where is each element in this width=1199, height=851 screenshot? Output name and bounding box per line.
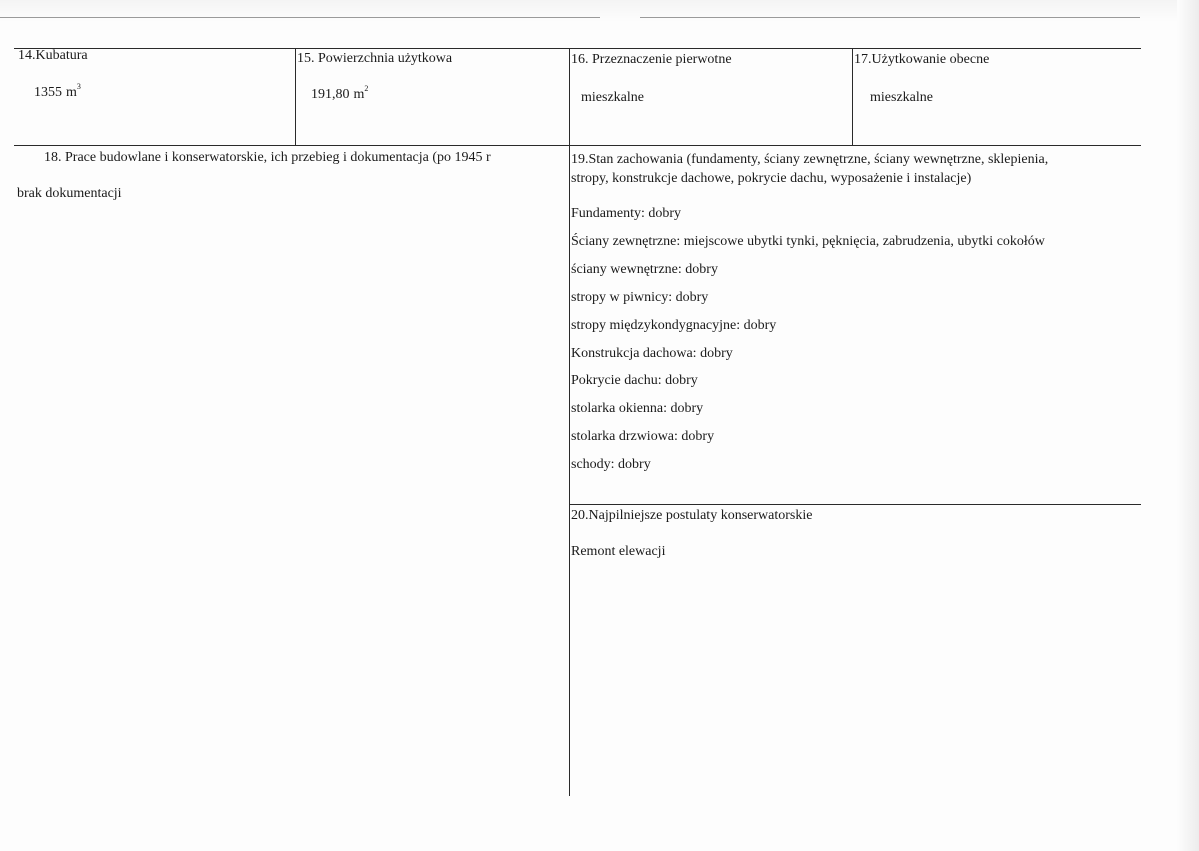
- scan-artifact-line: [0, 17, 600, 18]
- table-top-border: [14, 48, 1141, 49]
- stan-label-line1: 19.Stan zachowania (fundamenty, ściany zewnętrzne, ściany wewnętrzne, sklepienia,: [571, 152, 1049, 167]
- row-divider: [14, 145, 1141, 146]
- stan-label-line2: stropy, konstrukcje dachowe, pokrycie dachu, wyposażenie i instalacje): [571, 171, 972, 186]
- powierzchnia-unit-exponent: 2: [364, 84, 369, 93]
- kubatura-label: 14.Kubatura: [18, 48, 88, 63]
- przeznaczenie-value: mieszkalne: [581, 90, 644, 105]
- powierzchnia-unit: m: [353, 87, 365, 102]
- scan-artifact-line: [640, 17, 1140, 18]
- przeznaczenie-label: 16. Przeznaczenie pierwotne: [571, 52, 732, 67]
- postulaty-label: 20.Najpilniejsze postulaty konserwatorskie: [571, 508, 813, 523]
- powierzchnia-label: 15. Powierzchnia użytkowa: [297, 51, 453, 66]
- kubatura-value: [34, 84, 81, 101]
- powierzchnia-value: [311, 86, 368, 103]
- scan-top-edge: [0, 0, 1199, 22]
- stan-item-stropy-piwnicy: stropy w piwnicy: dobry: [571, 290, 709, 305]
- scan-right-edge: [1177, 0, 1199, 851]
- column-divider-main: [569, 48, 570, 796]
- stan-item-sciany-wewnetrzne: ściany wewnętrzne: dobry: [571, 262, 718, 277]
- cell-divider-19-20: [569, 504, 1141, 505]
- stan-item-sciany-zewnetrzne: Ściany zewnętrzne: miejscowe ubytki tynki, pęknięcia, zabrudzenia, ubytki cokołów: [571, 234, 1045, 249]
- stan-item-stolarka-okienna: stolarka okienna: dobry: [571, 401, 704, 416]
- stan-item-pokrycie-dachu: Pokrycie dachu: dobry: [571, 373, 698, 388]
- uzytkowanie-value: mieszkalne: [870, 90, 933, 105]
- stan-item-konstrukcja-dachowa: Konstrukcja dachowa: dobry: [571, 346, 733, 361]
- uzytkowanie-label: 17.Użytkowanie obecne: [854, 52, 990, 67]
- kubatura-unit-exponent: 3: [76, 82, 81, 91]
- kubatura-number: 1355: [34, 85, 62, 100]
- kubatura-unit: m: [66, 85, 77, 100]
- prace-label: 18. Prace budowlane i konserwatorskie, ich przebieg i dokumentacja (po 1945 r: [44, 150, 491, 165]
- prace-value: brak dokumentacji: [17, 186, 122, 201]
- column-divider-16-17: [852, 48, 853, 146]
- column-divider-14-15: [295, 48, 296, 146]
- stan-item-fundamenty: Fundamenty: dobry: [571, 206, 682, 221]
- stan-item-schody: schody: dobry: [571, 457, 651, 472]
- stan-item-stolarka-drzwiowa: stolarka drzwiowa: dobry: [571, 429, 715, 444]
- stan-item-stropy-miedzykondygnacyjne: stropy międzykondygnacyjne: dobry: [571, 318, 777, 333]
- powierzchnia-number: 191,80: [311, 87, 350, 102]
- postulaty-value: Remont elewacji: [571, 544, 666, 559]
